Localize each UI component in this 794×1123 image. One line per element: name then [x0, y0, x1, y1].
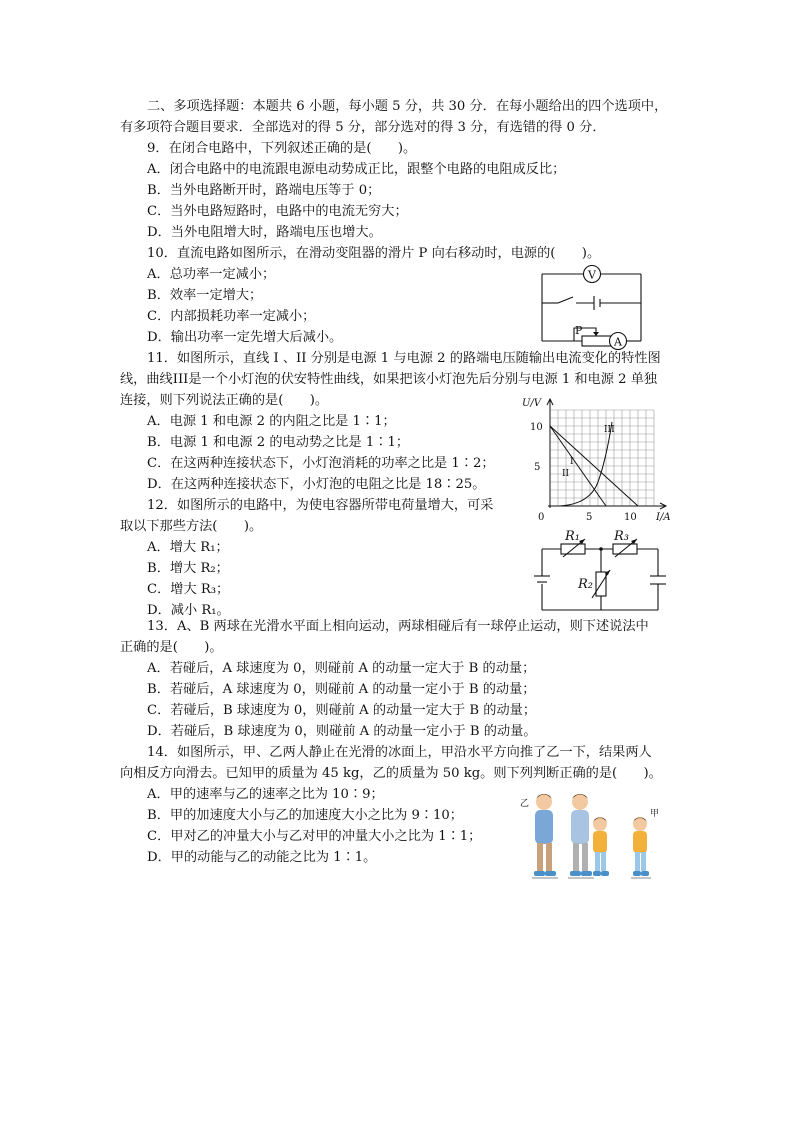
graph-x-tick: 5 — [586, 512, 593, 523]
graph-x-label: I/A — [656, 512, 671, 523]
q9-option-c: C．当外电路短路时，电路中的电流无穷大； — [147, 204, 408, 219]
curve-ii-label: II — [562, 469, 570, 479]
q13-option-a: A．若碰后，A 球速度为 0，则碰前 A 的动量一定大于 B 的动量； — [147, 661, 536, 676]
q11-iu-graph — [520, 392, 678, 524]
graph-origin: 0 — [538, 512, 545, 523]
q13-option-d: D．若碰后，B 球速度为 0，则碰前 A 的动量一定小于 B 的动量。 — [147, 724, 537, 739]
ammeter-label: A — [614, 335, 622, 349]
r1-label: R₁ — [565, 529, 580, 544]
q9-option-a: A．闭合电路中的电流跟电源电动势成正比，跟整个电路的电阻成反比； — [147, 162, 566, 177]
q13-stem-line1: 13．A、B 两球在光滑水平面上相向运动，两球相碰后有一球停止运动，则下述说法中 — [147, 619, 649, 634]
q11-stem-line1: 11．如图所示，直线 I 、II 分别是电源 1 与电源 2 的路端电压随输出电流变化的特性图 — [147, 351, 661, 366]
r2-label: R₂ — [578, 577, 593, 592]
q14-option-a: A．甲的速率与乙的速率之比为 10∶9； — [147, 787, 384, 802]
adult-skater-left — [532, 794, 558, 878]
q10-stem: 10．直流电路如图所示，在滑动变阻器的滑片 P 向右移动时，电源的( )。 — [147, 246, 601, 261]
q12-circuit-diagram — [530, 526, 670, 616]
q10-option-a: A．总功率一定减小； — [147, 267, 276, 282]
q12-option-c: C．增大 R₃； — [147, 582, 230, 597]
q11-option-c: C．在这两种连接状态下，小灯泡消耗的功率之比是 1∶2； — [147, 456, 495, 471]
graph-x-tick: 10 — [624, 512, 637, 523]
child-skater-right — [631, 817, 651, 878]
q12-option-a: A．增大 R₁； — [147, 540, 229, 555]
r3-label: R₃ — [614, 529, 629, 544]
curve-iii-label: III — [604, 425, 615, 435]
q11-option-a: A．电源 1 和电源 2 的内阻之比是 1∶1； — [147, 414, 396, 429]
q14-stem-line1: 14．如图所示，甲、乙两人静止在光滑的冰面上，甲沿水平方向推了乙一下，结果两人 — [147, 745, 652, 760]
q10-option-c: C．内部损耗功率一定减小； — [147, 309, 316, 324]
curve-i-label: I — [570, 457, 574, 467]
q12-option-b: B．增大 R₂； — [147, 561, 229, 576]
q11-option-d: D．在这两种连接状态下，小灯泡的电阻之比是 18∶25。 — [147, 477, 486, 492]
q12-option-d: D．减小 R₁。 — [147, 603, 230, 618]
figure-label-right: 甲 — [650, 809, 660, 819]
graph-grid — [550, 410, 654, 506]
voltmeter-label: V — [588, 268, 596, 282]
figure-label-left: 乙 — [520, 799, 530, 809]
graph-y-tick: 10 — [530, 422, 543, 433]
q13-option-b: B．若碰后，A 球速度为 0，则碰前 A 的动量一定小于 B 的动量； — [147, 682, 536, 697]
q11-option-b: B．电源 1 和电源 2 的电动势之比是 1∶1； — [147, 435, 410, 450]
q11-stem-line3: 连接，则下列说法正确的是( )。 — [120, 393, 329, 408]
q10-option-d: D．输出功率一定先增大后减小。 — [147, 330, 343, 345]
q12-stem-line1: 12．如图所示的电路中，为使电容器所带电荷量增大，可采 — [147, 498, 494, 513]
section-header-line1: 二、多项选择题：本题共 6 小题，每小题 5 分，共 30 分．在每小题给出的四个选项中， — [147, 99, 668, 114]
q9-option-d: D．当外电阻增大时，路端电压也增大。 — [147, 225, 382, 240]
adult-skater-middle — [568, 794, 594, 878]
section-header-line2: 有多项符合题目要求．全部选对的得 5 分，部分选对的得 3 分，有选错的得 0 分． — [120, 120, 606, 135]
q9-stem: 9．在闭合电路中，下列叙述正确的是( )。 — [147, 141, 417, 156]
child-skater-middle — [593, 817, 609, 876]
q14-option-c: C．甲对乙的冲量大小与乙对甲的冲量大小之比为 1∶1； — [147, 829, 482, 844]
graph-y-tick: 5 — [534, 462, 541, 473]
q14-option-b: B．甲的加速度大小与乙的加速度大小之比为 9∶10； — [147, 808, 463, 823]
q13-option-c: C．若碰后，B 球速度为 0，则碰前 A 的动量一定大于 B 的动量； — [147, 703, 537, 718]
q13-stem-line2: 正确的是( )。 — [120, 640, 223, 655]
q14-option-d: D．甲的动能与乙的动能之比为 1∶1。 — [147, 850, 377, 865]
slider-label: P — [575, 324, 583, 337]
q11-stem-line2: 线，曲线III是一个小灯泡的伏安特性曲线，如果把该小灯泡先后分别与电源 1 和电源 2 单独 — [120, 372, 658, 387]
q12-stem-line2: 取以下那些方法( )。 — [120, 519, 263, 534]
graph-y-label: U/V — [522, 398, 542, 409]
q14-stem-line2: 向相反方向滑去。已知甲的质量为 45 kg，乙的质量为 50 kg。则下列判断正确的是( )。 — [120, 766, 662, 781]
q10-option-b: B．效率一定增大； — [147, 288, 263, 303]
q10-circuit-diagram — [530, 262, 650, 350]
q14-skaters-illustration — [516, 786, 664, 886]
q9-option-b: B．当外电路断开时，路端电压等于 0； — [147, 183, 381, 198]
